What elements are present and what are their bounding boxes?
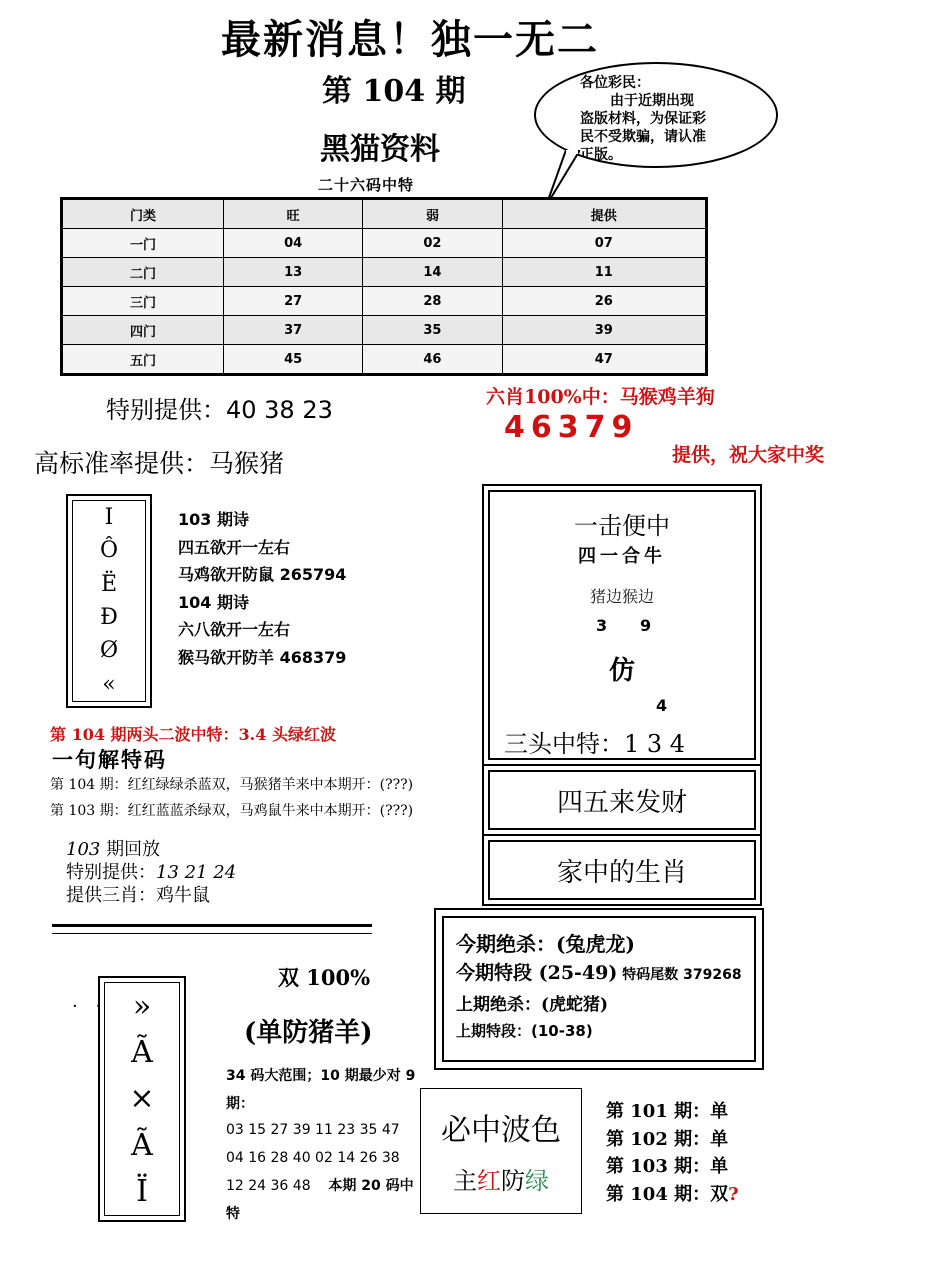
yiji-line2: 四一合牛: [578, 546, 666, 567]
garbled-char: Ô: [99, 538, 119, 564]
santou-line: 三头中特：1 3 4: [504, 730, 686, 758]
table-cell: 一门: [62, 229, 224, 258]
table-header: 弱: [363, 199, 502, 229]
history-label: 第 101 期：: [606, 1101, 711, 1122]
table-cell: 35: [363, 316, 502, 345]
poem-line: 猴马欲开防羊 468379: [178, 647, 347, 667]
table-cell: 37: [224, 316, 363, 345]
poem-line: 104 期诗: [178, 592, 249, 612]
notice-line: 正版。: [580, 147, 622, 163]
line-103: 第 103 期：红红蓝蓝杀绿双，马鸡鼠牛来中本期开：(???): [50, 803, 414, 819]
history-val: 单: [710, 1128, 729, 1150]
poem-line: 四五欲开一左右: [178, 537, 291, 557]
six-xiao: 六肖100%中：马猴鸡羊狗: [486, 386, 715, 408]
replay-special: [66, 861, 236, 884]
table-cell: 27: [224, 287, 363, 316]
poem-line: 103 期诗: [178, 510, 249, 529]
special-offer: 特别提供：40 38 23: [106, 396, 333, 424]
bizhong-title: 必中波色: [441, 1113, 561, 1148]
table-cell: 46: [363, 345, 502, 375]
replay-three-label: 提供三肖：: [66, 885, 156, 906]
history-list: [606, 1098, 739, 1208]
table-header: 提供: [502, 199, 706, 229]
number-row: [226, 1172, 426, 1228]
garbled-char: «: [102, 671, 116, 697]
table-row: [62, 287, 707, 316]
history-label: 第 104 期：: [606, 1183, 711, 1205]
range-line: 34 码大范围；10 期最少对 9 期：: [226, 1068, 416, 1112]
history-val: 双: [710, 1183, 729, 1205]
subtitle: 黑猫资料: [320, 132, 440, 167]
big-numbers: 46379: [504, 410, 639, 445]
yiji-fang: 仿: [608, 656, 635, 686]
table-cell: 39: [502, 316, 706, 345]
table-cell: 07: [502, 229, 706, 258]
history-item: [606, 1153, 739, 1181]
bizhong-zhu: 主: [453, 1167, 477, 1195]
jisha-line: 今期绝杀：(兔虎龙): [456, 932, 635, 956]
table-cell: 11: [502, 258, 706, 287]
garbled-char: Ë: [100, 571, 118, 597]
bizhong-sub: [421, 1161, 581, 1196]
table-caption: 二十六码中特: [318, 176, 415, 194]
poem-line: 马鸡欲开防鼠 265794: [178, 565, 347, 584]
replay-three-val: 鸡牛鼠: [156, 885, 210, 906]
history-label: 第 102 期：: [606, 1128, 711, 1150]
yiji-num: 3: [596, 616, 608, 635]
replay-special-label: 特别提供：: [66, 862, 156, 883]
issue-number: 第 104 期: [322, 74, 466, 109]
table-cell: 28: [363, 287, 502, 316]
replay-block: [66, 838, 236, 907]
notice-line: 民不受欺骗，请认准: [580, 129, 706, 145]
table-row: [62, 258, 707, 287]
table-header-row: [62, 199, 707, 229]
jisha-tail: 特码尾数 379268: [617, 967, 742, 983]
table-cell: 四门: [62, 316, 224, 345]
table-row: [62, 229, 707, 258]
replay-issue: 103: [66, 839, 101, 860]
danfang-line: (单防猪羊): [244, 1018, 373, 1048]
notice-line: 盗版材料，为保证彩: [580, 111, 706, 127]
table-cell: 45: [224, 345, 363, 375]
yiji-num: 9: [640, 616, 652, 635]
garbled-box-2: [98, 976, 186, 1222]
garbled-char: ×: [129, 1081, 155, 1117]
notice-line: 由于近期出现: [610, 93, 694, 109]
number-row: 03 15 27 39 11 23 35 47: [226, 1122, 400, 1138]
shuang-line: 双 100%: [278, 965, 371, 990]
notice-text: [580, 74, 740, 164]
shengxiao-box: [482, 834, 762, 906]
yiji-num: 4: [656, 696, 668, 715]
bizhong-red: 红: [477, 1167, 501, 1195]
history-val: 单: [710, 1101, 729, 1122]
bizhong-green: 绿: [525, 1167, 549, 1195]
number-row-last: 12 24 36 48: [226, 1178, 311, 1194]
jisha-box: [434, 908, 764, 1070]
table-cell: 二门: [62, 258, 224, 287]
jisha-line: 上期绝杀：(虎蛇猪): [456, 995, 609, 1015]
yiji-box: [482, 484, 762, 766]
number-row: 04 16 28 40 02 14 26 38: [226, 1150, 400, 1166]
garbled-char: Ð: [100, 605, 118, 631]
table-cell: 五门: [62, 345, 224, 375]
yiju-heading: 一句解特码: [52, 747, 167, 772]
replay-three: [66, 884, 236, 907]
table-cell: 47: [502, 345, 706, 375]
garbled-char: Ã: [131, 1127, 153, 1163]
history-question: ?: [728, 1183, 739, 1205]
jisha-segment: 今期特段 (25-49): [456, 962, 618, 984]
shengxiao-text: 家中的生肖: [488, 840, 756, 900]
history-val: 单: [710, 1156, 729, 1177]
poem-block: [178, 506, 346, 671]
table-row: [62, 316, 707, 345]
history-item: [606, 1126, 739, 1154]
provide-wish: 提供，祝大家中奖: [672, 444, 825, 466]
yiji-line3: 猪边猴边: [589, 587, 654, 606]
table-row: [62, 345, 707, 375]
poem-line: 六八欲开一左右: [178, 620, 291, 639]
jisha-line: 上期特段：(10-38): [456, 1022, 593, 1040]
two-head-line: 第 104 期两头二波中特：3.4 头绿红波: [50, 725, 336, 744]
notice-line: 各位彩民：: [580, 75, 650, 91]
number-list: [226, 1116, 426, 1228]
double-divider: [52, 924, 372, 934]
garbled-box: [66, 494, 152, 708]
table-header: 旺: [224, 199, 363, 229]
facai-text: 四五来发财: [488, 770, 756, 830]
table-cell: 13: [224, 258, 363, 287]
garbled-char: Ã: [131, 1035, 153, 1071]
line-104: 第 104 期：红红绿绿杀蓝双，马猴猪羊来中本期开：(???): [50, 777, 414, 793]
garbled-char: Ï: [136, 1174, 148, 1210]
zone-table: [60, 197, 708, 376]
table-cell: 26: [502, 287, 706, 316]
history-item: [606, 1098, 739, 1126]
replay-special-nums: 13 21 24: [156, 862, 237, 883]
table-cell: 04: [224, 229, 363, 258]
gaobiao-line: 高标准率提供：马猴猪: [34, 449, 285, 478]
table-header: 门类: [62, 199, 224, 229]
garbled-char: I: [104, 505, 114, 531]
page-title: 最新消息！独一无二: [221, 16, 599, 63]
replay-title: [66, 838, 236, 861]
table-cell: 三门: [62, 287, 224, 316]
bizhong-fang: 防: [501, 1167, 525, 1195]
yiji-title: 一击便中: [574, 512, 670, 540]
history-item: [606, 1181, 739, 1209]
number-tail: 本期 20 码中特: [226, 1178, 414, 1222]
garbled-char: »: [132, 988, 152, 1024]
table-cell: 14: [363, 258, 502, 287]
table-cell: 02: [363, 229, 502, 258]
garbled-char: Ø: [99, 638, 119, 664]
replay-title-text: 期回放: [100, 839, 161, 860]
bizhong-box: [420, 1088, 582, 1214]
history-label: 第 103 期：: [606, 1156, 711, 1177]
facai-box: [482, 764, 762, 836]
dots: · ·: [72, 996, 108, 1017]
jisha-line: [456, 958, 742, 985]
